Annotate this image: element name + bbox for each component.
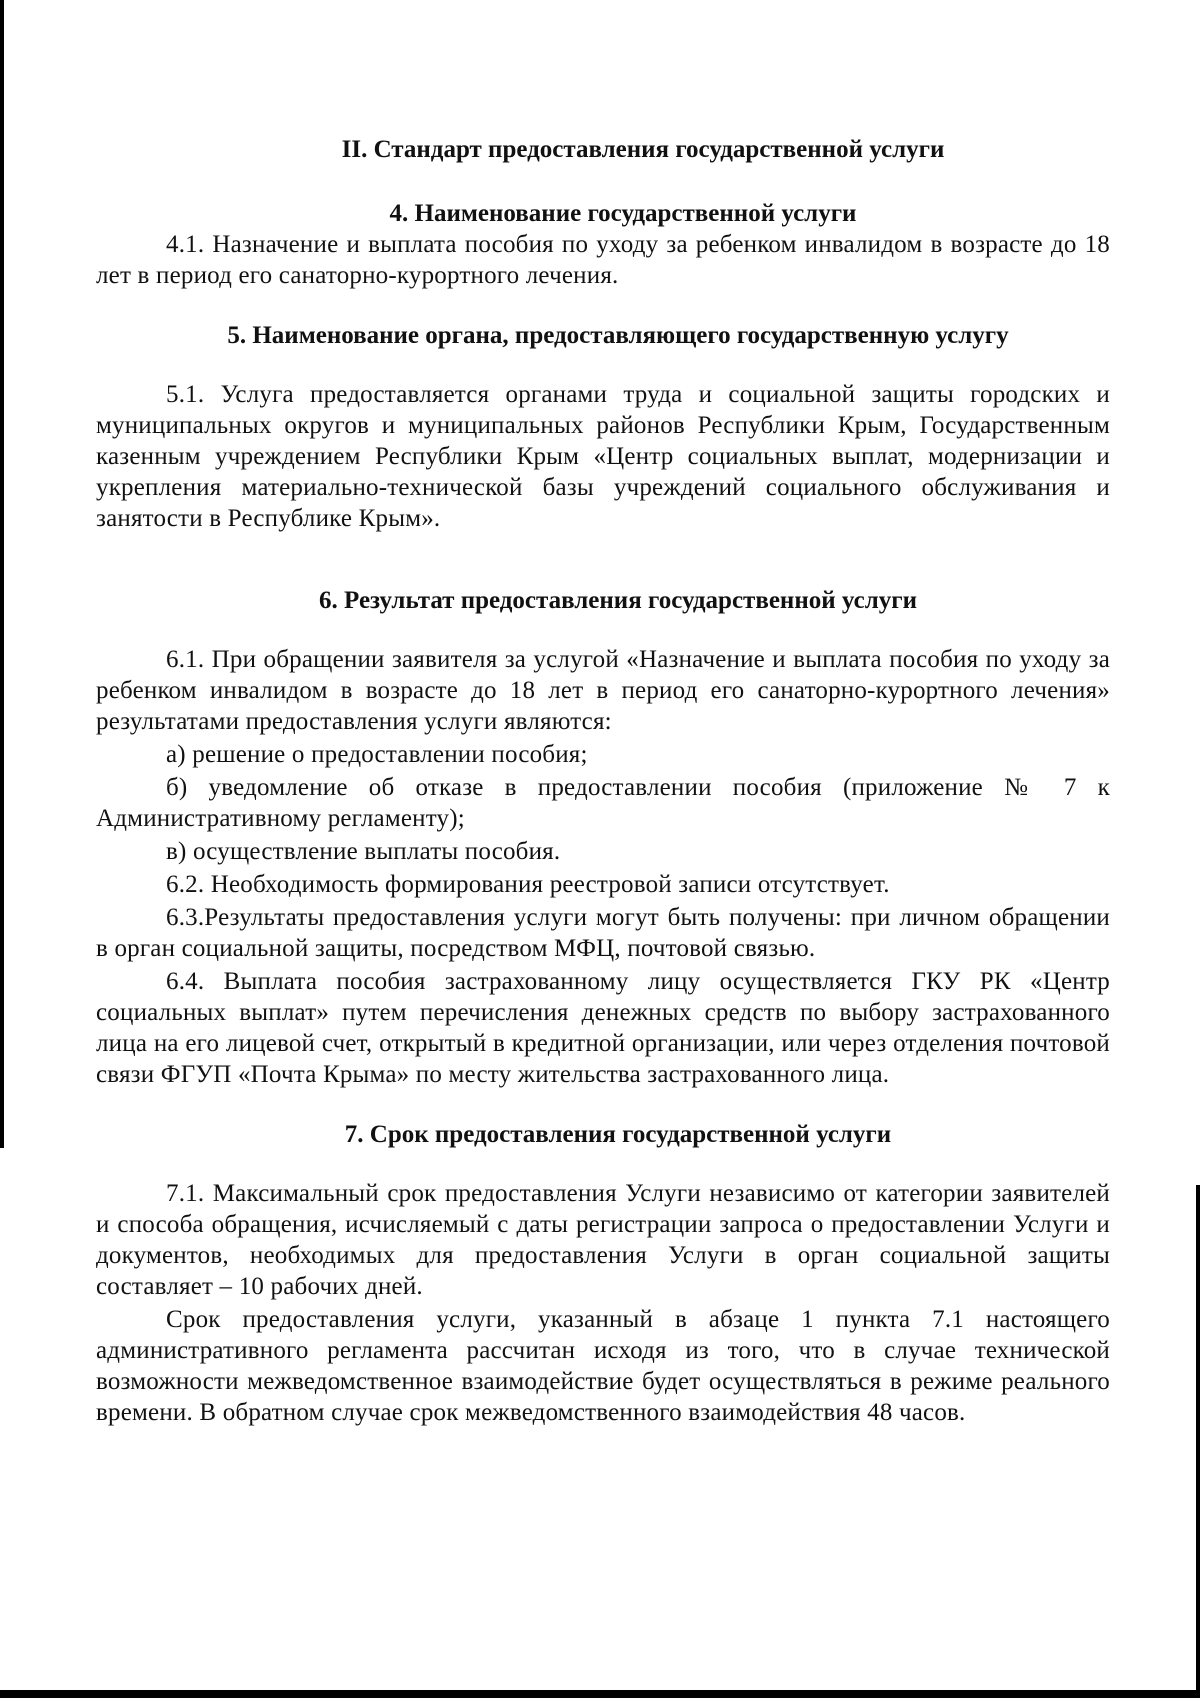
scan-edge-right [1196,1185,1200,1698]
paragraph-6-4: 6.4. Выплата пособия застрахованному лицу осуществляется ГКУ РК «Центр социальных выплат» путем перечисления денежных средств по выбору застрахованного лица на его лицевой счет, открытый в кредитной организации, или через отделения почтовой связи ФГУП «Почта Крыма» по месту жительства застрахованного лица. [96,968,1110,1088]
document-page [96,135,1110,1428]
paragraph-5-1: 5.1. Услуга предоставляется органами труда и социальной защиты городских и муниципальных округов и муниципальных районов Республики Крым, Государственным казенным учреждением Республики Крым «Центр социальных выплат, модернизации и укрепления материально-технической базы учреждений социального обслуживания и занятости в Республике Крым». [96,381,1110,532]
paragraph-6-1-v: в) осуществление выплаты пособия. [166,838,561,865]
section-title: II. Стандарт предоставления государственной услуги [341,136,945,163]
heading-5: 5. Наименование органа, предоставляющего государственную услугу [227,322,1009,349]
heading-7: 7. Срок предоставления государственной услуги [344,1121,892,1148]
heading-4: 4. Наименование государственной услуги [389,200,857,227]
scan-edge-left [0,0,4,1148]
paragraph-7-1-term: Срок предоставления услуги, указанный в абзаце 1 пункта 7.1 настоящего административного регламента рассчитан исходя из того, что в случае технической возможности межведомственное взаимодействие будет осуществляться в режиме реального времени. В обратном случае срок межведомственного взаимодействия 48 часов. [96,1306,1110,1426]
paragraph-6-1: 6.1. При обращении заявителя за услугой «Назначение и выплата пособия по уходу за ребенком инвалидом в возрасте до 18 лет в период его санаторно-курортного лечения» результатами предоставления услуги являются: [96,646,1110,735]
paragraph-6-1-b: б) уведомление об отказе в предоставлении пособия (приложение № 7 к Административному регламенту); [96,774,1110,832]
paragraph-7-1: 7.1. Максимальный срок предоставления Услуги независимо от категории заявителей и способа обращения, исчисляемый с даты регистрации запроса о предоставлении Услуги и документов, необходимых для предоставления Услуги в орган социальной защиты составляет – 10 рабочих дней. [96,1180,1110,1300]
scan-edge-bottom [0,1690,1200,1698]
paragraph-4-1: 4.1. Назначение и выплата пособия по уходу за ребенком инвалидом в возрасте до 18 лет в период его санаторно-курортного лечения. [96,231,1110,289]
heading-6: 6. Результат предоставления государственной услуги [319,587,917,614]
paragraph-6-2: 6.2. Необходимость формирования реестровой записи отсутствует. [166,871,890,898]
paragraph-6-1-a: а) решение о предоставлении пособия; [166,741,588,768]
paragraph-6-3: 6.3.Результаты предоставления услуги могут быть получены: при личном обращении в орган социальной защиты, посредством МФЦ, почтовой связью. [96,904,1110,962]
